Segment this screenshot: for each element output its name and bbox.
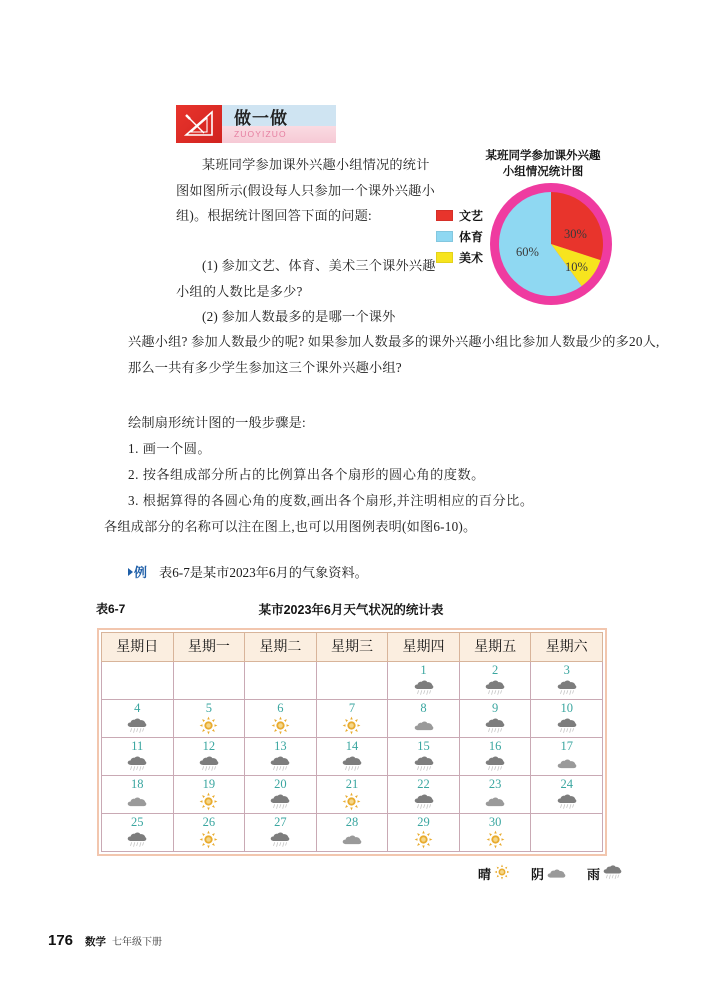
rain-cloud-icon <box>460 677 531 698</box>
legend-item-wenyi <box>436 205 494 226</box>
step-3-continuation: 各组成部分的名称可以注在图上,也可以用图例表明(如图6-10)。 <box>104 519 477 534</box>
step-2: 2. 按各组成部分所占的比例算出各个扇形的圆心角的度数。 <box>128 467 485 482</box>
calendar-cell-day-4 <box>102 700 174 738</box>
calendar-day-number: 20 <box>274 777 287 791</box>
cloud-icon <box>531 753 602 774</box>
cloud-icon <box>547 866 566 881</box>
calendar-cell-day-24 <box>531 776 603 814</box>
legend-label-meishu: 美术 <box>459 251 484 265</box>
example-marker-label: 例 <box>134 565 148 580</box>
legend-label-wenyi: 文艺 <box>459 209 484 223</box>
rain-cloud-icon <box>460 753 531 774</box>
calendar-day-number: 17 <box>560 739 573 753</box>
legend-item-tiyu <box>436 226 494 247</box>
rain-cloud-icon <box>388 677 459 698</box>
calendar-day-number: 6 <box>277 701 284 715</box>
table-row <box>102 700 603 738</box>
step-1: 1. 画一个圆。 <box>128 441 212 456</box>
calendar-cell-day-18 <box>102 776 174 814</box>
chart-title-line-2: 小组情况统计图 <box>502 166 584 178</box>
calendar-cell-empty <box>102 662 174 700</box>
legend-label-tiyu: 体育 <box>459 230 484 244</box>
triangle-ruler-icon <box>176 105 222 143</box>
sun-icon <box>174 791 245 812</box>
page-number: 176 <box>48 932 74 949</box>
pie-value-wenyi: 30% <box>564 227 587 241</box>
weather-legend-sunny-label: 晴 <box>478 867 492 883</box>
column-header-monday: 星期一 <box>173 633 245 662</box>
cloud-icon <box>317 829 388 850</box>
calendar-day-number: 24 <box>560 777 573 791</box>
calendar-day-number: 30 <box>488 815 502 829</box>
page-footer <box>48 932 162 949</box>
example-marker <box>128 562 147 584</box>
table-row <box>102 662 603 700</box>
calendar-cell-day-5 <box>173 700 245 738</box>
column-header-tuesday: 星期二 <box>245 633 317 662</box>
calendar-day-number: 5 <box>205 701 212 715</box>
calendar-day-number: 27 <box>274 815 287 829</box>
calendar-day-number: 19 <box>202 777 216 791</box>
weather-legend-rain <box>587 864 622 883</box>
calendar-cell-day-10 <box>531 700 603 738</box>
zuoyizuo-banner <box>176 105 336 143</box>
rain-cloud-icon <box>245 753 316 774</box>
calendar-cell-day-13 <box>245 738 317 776</box>
chart-title <box>454 148 632 180</box>
legend-item-meishu <box>436 247 494 268</box>
rain-cloud-icon <box>531 715 602 736</box>
calendar-cell-day-14 <box>316 738 388 776</box>
chart-body <box>440 185 620 305</box>
weather-legend <box>478 864 622 883</box>
table-number-caption: 表6-7 <box>96 602 126 616</box>
step-3: 3. 根据算得的各圆心角的度数,画出各个扇形,并注明相应的百分比。 <box>128 493 534 508</box>
calendar-cell-day-11 <box>102 738 174 776</box>
rain-cloud-icon <box>245 791 316 812</box>
calendar-cell-day-21 <box>316 776 388 814</box>
sun-icon <box>317 791 388 812</box>
calendar-cell-day-15 <box>388 738 460 776</box>
table-row <box>102 738 603 776</box>
calendar-cell-day-8 <box>388 700 460 738</box>
sun-icon <box>494 864 510 883</box>
legend-swatch-wenyi <box>436 210 453 221</box>
cloud-icon <box>460 791 531 812</box>
calendar-day-number: 3 <box>563 663 570 677</box>
pie-value-meishu: 10% <box>565 260 588 274</box>
rain-cloud-icon <box>174 753 245 774</box>
calendar-cell-empty <box>316 662 388 700</box>
question-1: (1) 参加文艺、体育、美术三个课外兴趣小组的人数比是多少? <box>176 258 436 299</box>
column-header-sunday: 星期日 <box>102 633 174 662</box>
calendar-day-number: 4 <box>134 701 141 715</box>
rain-cloud-icon <box>317 753 388 774</box>
pie-chart-figure <box>440 148 620 314</box>
table-header-row <box>102 633 603 662</box>
table-row <box>102 814 603 852</box>
rain-cloud-icon <box>245 829 316 850</box>
rain-cloud-icon <box>460 715 531 736</box>
rain-cloud-icon <box>531 791 602 812</box>
calendar-cell-day-22 <box>388 776 460 814</box>
calendar-cell-day-28 <box>316 814 388 852</box>
calendar-cell-day-29 <box>388 814 460 852</box>
table-row <box>102 776 603 814</box>
calendar-cell-empty <box>173 662 245 700</box>
footer-subject: 数学 <box>85 936 107 948</box>
weather-legend-cloudy <box>531 864 566 883</box>
calendar-cell-day-23 <box>459 776 531 814</box>
rain-cloud-icon <box>531 677 602 698</box>
weather-legend-sunny <box>478 864 510 883</box>
calendar-day-number: 2 <box>491 663 499 677</box>
rain-cloud-icon <box>102 753 173 774</box>
pie-slices <box>499 192 603 296</box>
question-2-line2: 兴趣小组? 参加人数最少的呢? 如果参加人数最多的课外兴趣小组比参加人数最少的多20人,那么一共有多少学生参加这三个课外兴趣小组? <box>128 334 660 375</box>
example-text: 表6-7是某市2023年6月的气象资料。 <box>159 565 368 580</box>
calendar-cell-day-1 <box>388 662 460 700</box>
table-title-caption: 某市2023年6月天气状况的统计表 <box>258 603 444 617</box>
intro-paragraph: 某班同学参加课外兴趣小组情况的统计图如图所示(假设每人只参加一个课外兴趣小组)。根据统计图回答下面的问题: <box>176 157 435 223</box>
calendar-day-number: 18 <box>131 777 144 791</box>
example-line <box>128 562 368 584</box>
calendar-cell-day-7 <box>316 700 388 738</box>
sun-icon <box>317 715 388 736</box>
calendar-cell-day-19 <box>173 776 245 814</box>
cloud-icon <box>102 791 173 812</box>
chart-title-line-1: 某班同学参加课外兴趣 <box>485 150 601 162</box>
calendar-day-number: 26 <box>202 815 216 829</box>
sun-icon <box>245 715 316 736</box>
calendar-cell-day-3 <box>531 662 603 700</box>
calendar-cell-day-20 <box>245 776 317 814</box>
calendar-cell-day-27 <box>245 814 317 852</box>
weather-legend-cloudy-label: 阴 <box>531 867 545 883</box>
calendar-day-number: 13 <box>274 739 287 753</box>
rain-cloud-icon <box>388 753 459 774</box>
column-header-thursday: 星期四 <box>388 633 460 662</box>
calendar-cell-empty <box>245 662 317 700</box>
zuoyizuo-text <box>222 105 336 143</box>
calendar-cell-day-9 <box>459 700 531 738</box>
triangle-bullet-icon <box>128 568 133 576</box>
calendar-day-number: 21 <box>345 777 359 791</box>
sun-icon <box>460 829 531 850</box>
pie-value-tiyu: 60% <box>516 245 539 259</box>
calendar-day-number: 28 <box>345 815 359 829</box>
cloud-icon <box>388 715 459 736</box>
calendar-day-number: 14 <box>345 739 359 753</box>
calendar-day-number: 22 <box>417 777 430 791</box>
chart-legend <box>436 205 494 268</box>
calendar-day-number: 29 <box>417 815 430 829</box>
weather-calendar-table <box>97 628 607 856</box>
calendar-cell-day-2 <box>459 662 531 700</box>
calendar-cell-day-30 <box>459 814 531 852</box>
weather-legend-rain-label: 雨 <box>587 867 601 883</box>
sun-icon <box>388 829 459 850</box>
calendar-cell-empty <box>531 814 603 852</box>
rain-cloud-icon <box>102 715 173 736</box>
column-header-wednesday: 星期三 <box>316 633 388 662</box>
legend-swatch-meishu <box>436 252 453 263</box>
table-body <box>102 662 603 852</box>
zuoyizuo-pinyin-label: ZUOYIZUO <box>234 128 287 139</box>
sun-icon <box>174 715 245 736</box>
calendar-cell-day-26 <box>173 814 245 852</box>
zuoyizuo-cn-label: 做一做 <box>234 108 288 128</box>
column-header-saturday: 星期六 <box>531 633 603 662</box>
calendar-day-number: 7 <box>348 701 356 715</box>
rain-cloud-icon <box>388 791 459 812</box>
calendar-day-number: 12 <box>202 739 216 753</box>
rain-cloud-icon <box>603 864 622 883</box>
footer-grade: 七年级下册 <box>112 937 163 948</box>
calendar-day-number: 15 <box>417 739 430 753</box>
column-header-friday: 星期五 <box>459 633 531 662</box>
sun-icon <box>174 829 245 850</box>
calendar-day-number: 25 <box>131 815 144 829</box>
calendar-day-number: 10 <box>560 701 573 715</box>
steps-heading: 绘制扇形统计图的一般步骤是: <box>128 415 306 430</box>
calendar-day-number: 8 <box>420 701 427 715</box>
calendar-day-number: 23 <box>488 777 502 791</box>
calendar-day-number: 1 <box>420 663 427 677</box>
question-2-line1: (2) 参加人数最多的是哪一个课外 <box>202 309 396 324</box>
calendar-cell-day-25 <box>102 814 174 852</box>
legend-swatch-tiyu <box>436 231 453 242</box>
pie-chart <box>490 183 612 305</box>
calendar-day-number: 16 <box>488 739 502 753</box>
rain-cloud-icon <box>102 829 173 850</box>
calendar-cell-day-12 <box>173 738 245 776</box>
calendar-day-number: 9 <box>491 701 499 715</box>
calendar-cell-day-17 <box>531 738 603 776</box>
calendar-cell-day-6 <box>245 700 317 738</box>
calendar-day-number: 11 <box>131 739 144 753</box>
calendar-cell-day-16 <box>459 738 531 776</box>
